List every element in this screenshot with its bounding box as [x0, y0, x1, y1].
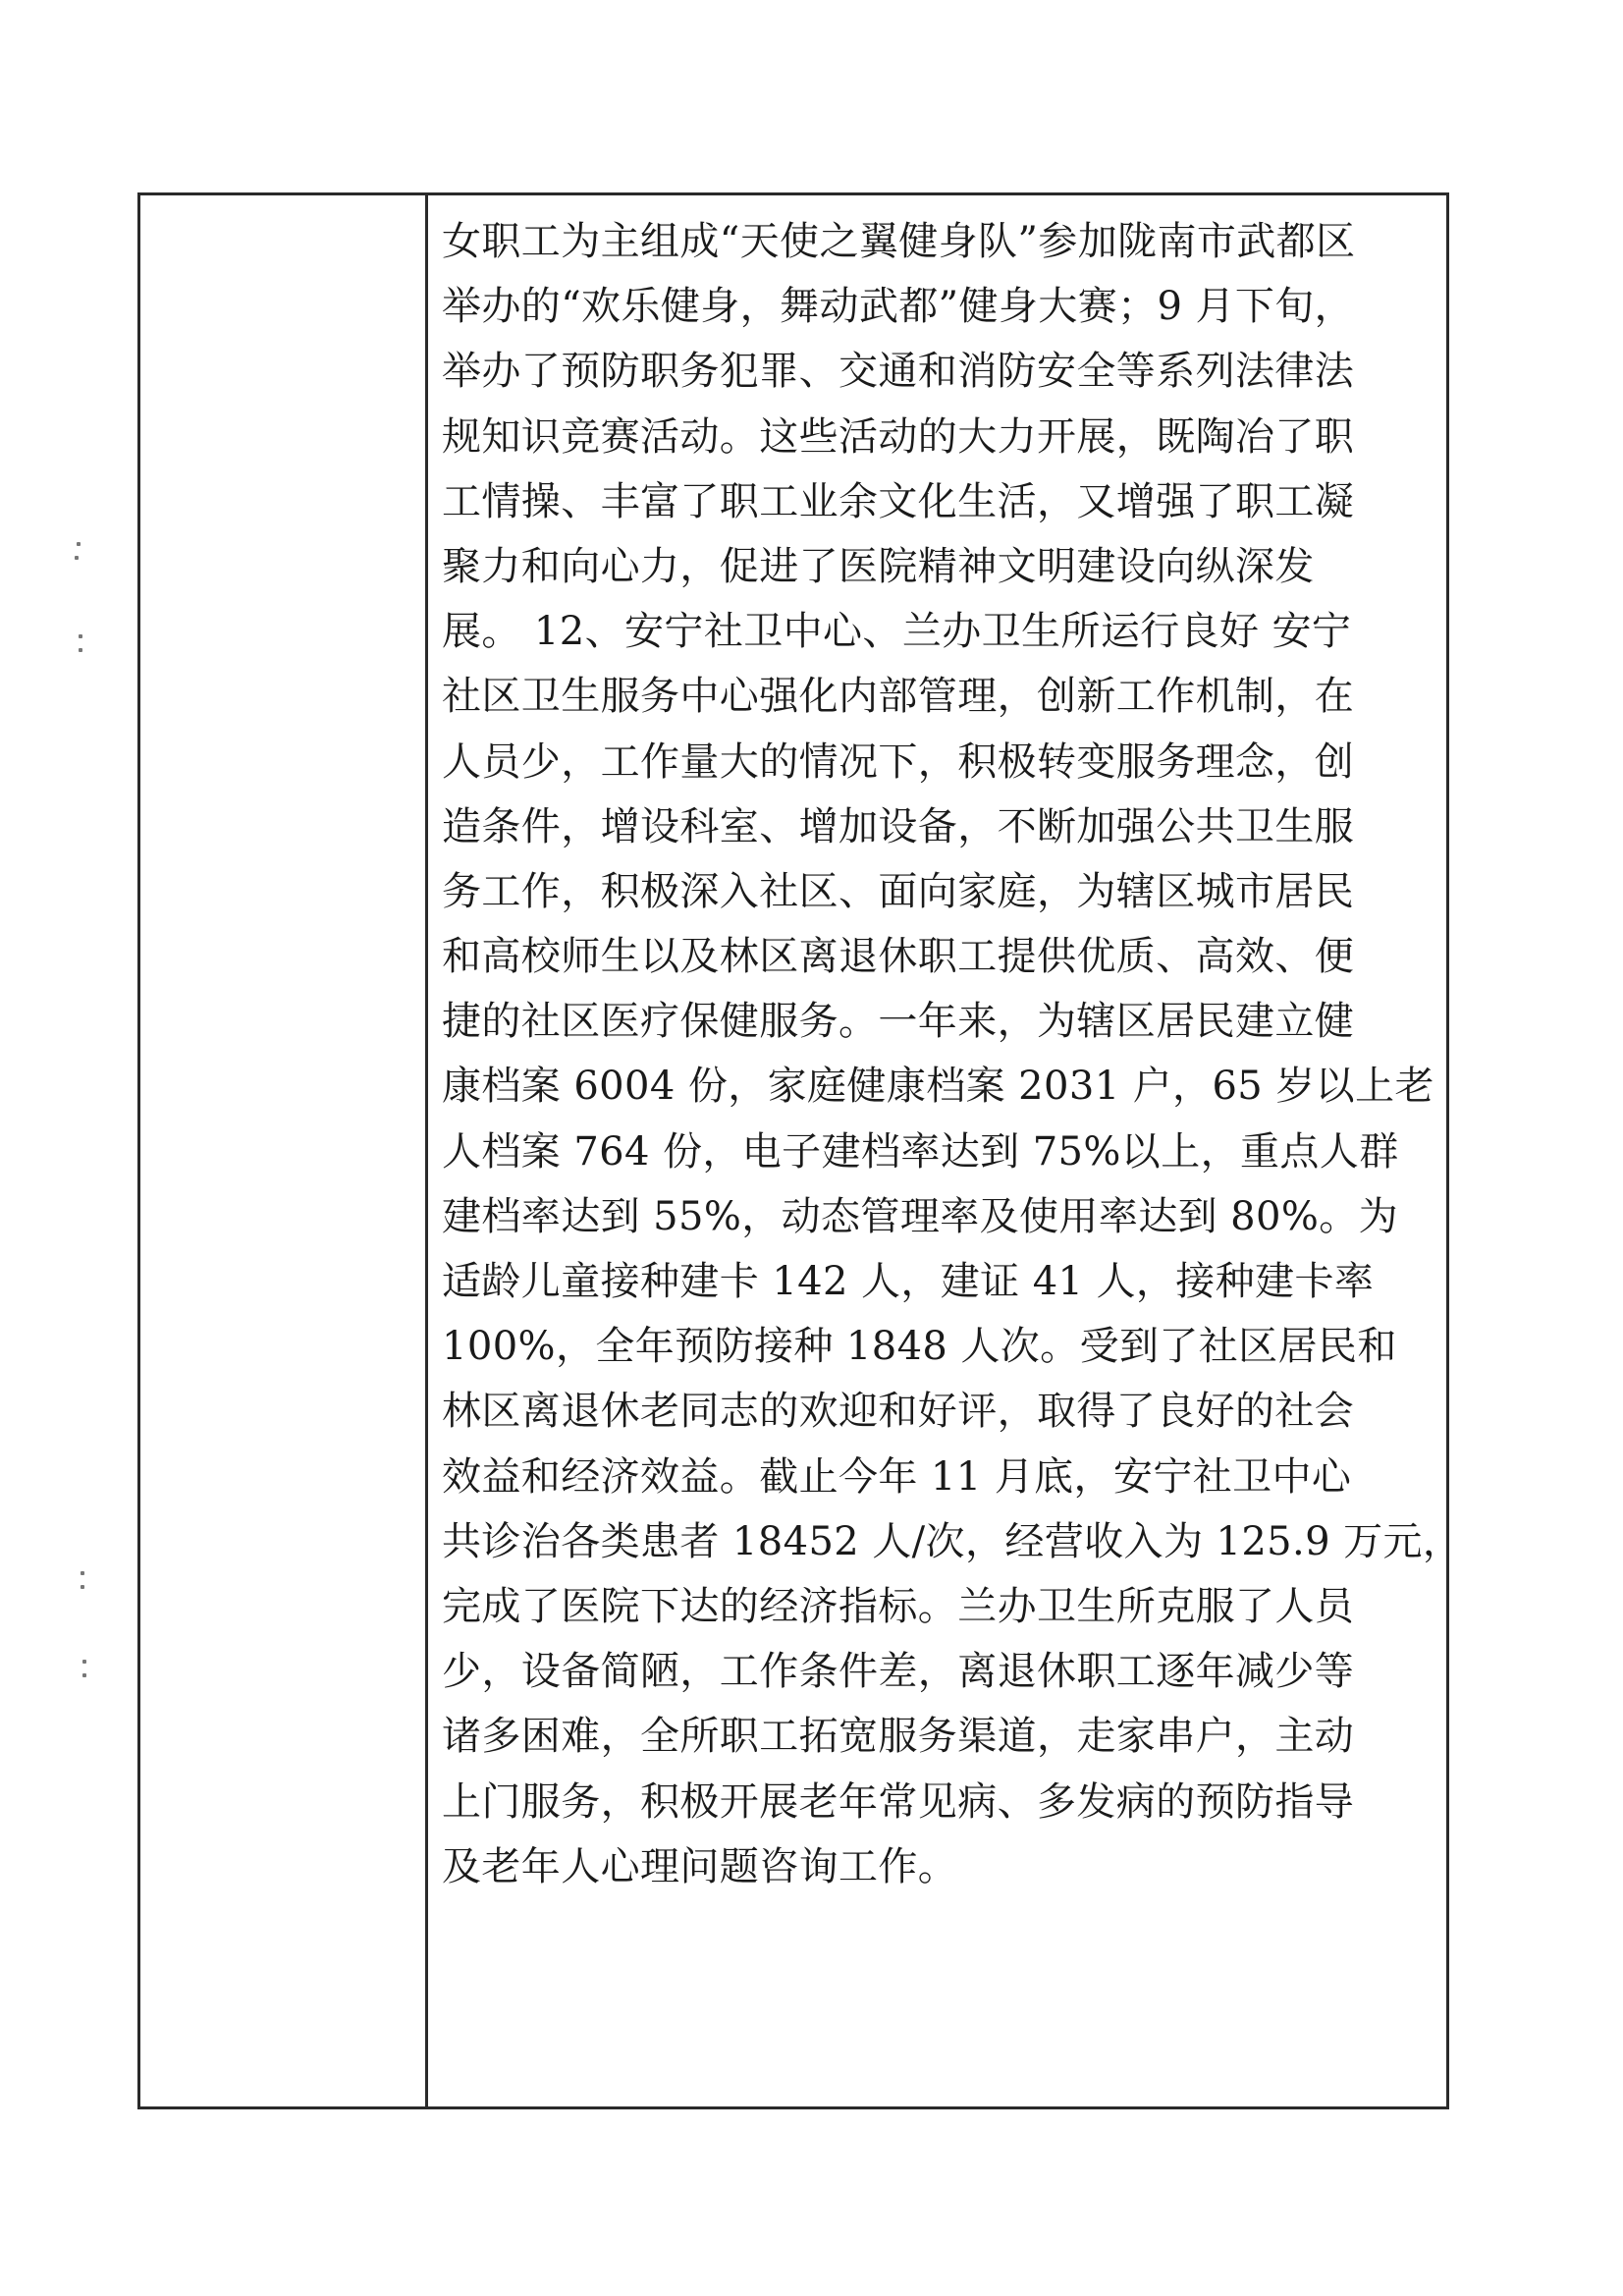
- text-line: 展。 12、安宁社卫中心、兰办卫生所运行良好 安宁: [442, 609, 1352, 655]
- text-line: 人员少，工作量大的情况下，积极转变服务理念，创: [442, 738, 1355, 785]
- text-line: 和高校师生以及林区离退休职工提供优质、高效、便: [442, 934, 1355, 980]
- text-line: 效益和经济效益。截止今年 11 月底，安宁社卫中心: [442, 1453, 1352, 1500]
- content-cell: [428, 195, 1463, 2106]
- margin-speck: [79, 648, 82, 652]
- text-line: 社区卫生服务中心强化内部管理，创新工作机制，在: [442, 674, 1355, 720]
- text-line: 完成了医院下达的经济指标。兰办卫生所克服了人员: [442, 1583, 1355, 1629]
- margin-speck: [82, 1660, 86, 1664]
- margin-speck: [75, 556, 79, 560]
- text-line: 举办了预防职务犯罪、交通和消防安全等系列法律法: [442, 349, 1355, 395]
- margin-speck: [81, 1585, 84, 1589]
- text-line: 康档案 6004 份，家庭健康档案 2031 户，65 岁以上老: [442, 1064, 1434, 1110]
- label-cell: [140, 195, 425, 2106]
- margin-speck: [77, 542, 81, 546]
- text-line: 女职工为主组成“天使之翼健身队”参加陇南市武都区: [442, 219, 1356, 264]
- text-line: 造条件，增设科室、增加设备，不断加强公共卫生服: [442, 803, 1355, 849]
- text-line: 规知识竞赛活动。这些活动的大力开展，既陶冶了职: [442, 413, 1355, 460]
- text-line: 人档案 764 份，电子建档率达到 75%以上，重点人群: [442, 1128, 1399, 1175]
- margin-speck: [81, 1571, 84, 1575]
- margin-speck: [82, 1673, 86, 1677]
- text-line: 务工作，积极深入社区、面向家庭，为辖区城市居民: [442, 868, 1355, 914]
- text-line: 诸多困难，全所职工拓宽服务渠道，走家串户，主动: [442, 1714, 1355, 1760]
- text-line: 上门服务，积极开展老年常见病、多发病的预防指导: [442, 1778, 1355, 1825]
- text-line: 建档率达到 55%，动态管理率及使用率达到 80%。为: [442, 1193, 1399, 1239]
- text-line: 捷的社区医疗保健服务。一年来，为辖区居民建立健: [442, 999, 1355, 1045]
- form-table: [137, 192, 1463, 2109]
- margin-speck: [79, 634, 82, 638]
- text-line: 林区离退休老同志的欢迎和好评，取得了良好的社会: [442, 1389, 1355, 1435]
- text-line: 工情操、丰富了职工业余文化生活，又增强了职工凝: [442, 478, 1355, 524]
- text-line: 100%，全年预防接种 1848 人次。受到了社区居民和: [442, 1324, 1397, 1370]
- text-line: 聚力和向心力，促进了医院精神文明建设向纵深发: [442, 543, 1315, 589]
- text-line: 举办的“欢乐健身，舞动武都”健身大赛；9 月下旬，: [442, 284, 1355, 330]
- text-line: 及老年人心理问题咨询工作。: [442, 1843, 958, 1889]
- text-line: 少，设备简陋，工作条件差，离退休职工逐年减少等: [442, 1649, 1355, 1695]
- text-line: 共诊治各类患者 18452 人/次，经营收入为 125.9 万元，: [442, 1518, 1463, 1564]
- text-line: 适龄儿童接种建卡 142 人，建证 41 人，接种建卡率: [442, 1259, 1375, 1304]
